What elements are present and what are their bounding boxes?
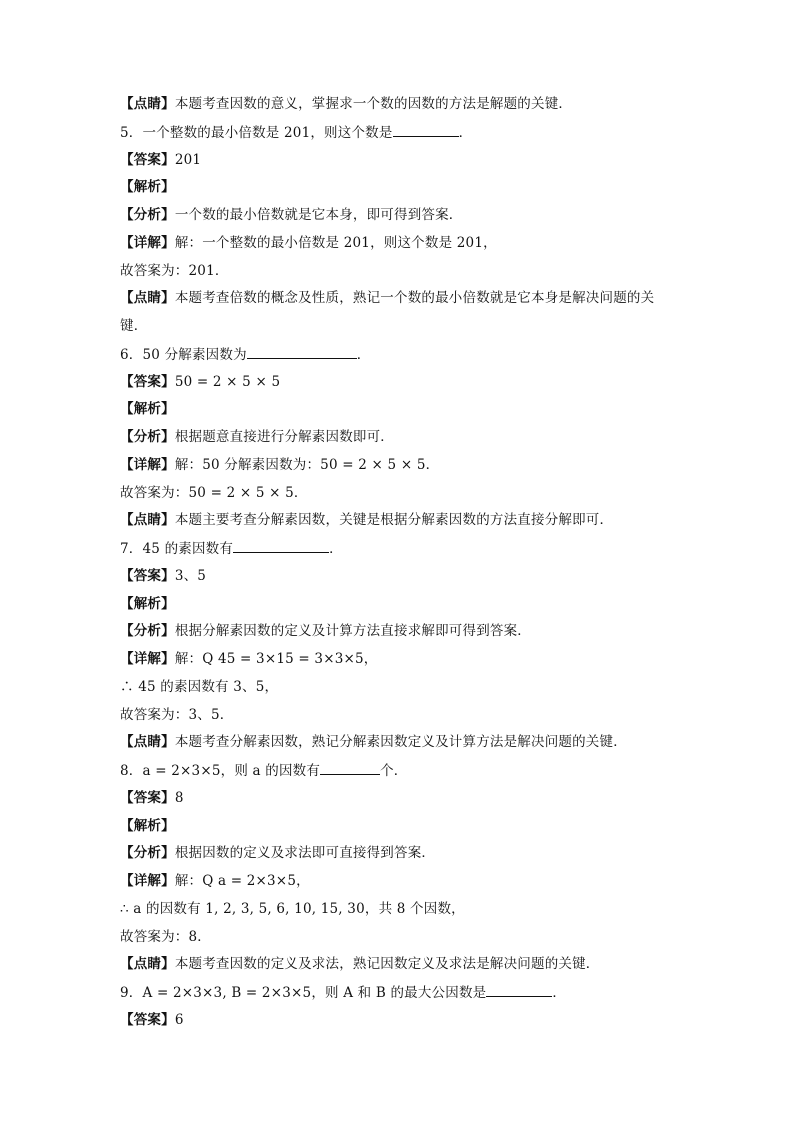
answer-blank [393,123,459,137]
conclusion-line [120,262,229,280]
answer-tag: 【答案】 [120,374,175,390]
analysis-heading [120,178,175,196]
conclusion-text: 故答案为：50 = 2 × 5 × 5． [120,485,308,501]
analysis-tag: 【解析】 [120,596,175,612]
key-point-line [120,95,572,113]
therefore-text: ∴ 45 的素因数有 3、5， [120,679,279,695]
detail-tag: 【详解】 [120,651,175,667]
key-point-tag: 【点睛】 [120,290,175,306]
therefore-text: ∴ a 的因数有 1, 2, 3, 5, 6, 10, 15, 30，共 8 个因数， [120,901,465,917]
analysis-sub-tag: 【分析】 [120,207,175,223]
detail-line [120,650,378,668]
analysis-tag: 【解析】 [120,179,175,195]
question-5 [120,123,472,142]
detail-text: 解：一个整数的最小倍数是 201，则这个数是 201， [174,235,497,251]
detail-line [120,872,310,890]
question-8 [120,761,407,780]
key-point-tag: 【点睛】 [120,512,175,528]
analysis-heading [120,400,175,418]
answer-line [120,373,280,391]
question-number: 5． [120,125,143,141]
key-point-text: 本题主要考查分解素因数，关键是根据分解素因数的方法直接分解即可． [174,512,614,528]
analysis-tag: 【解析】 [120,401,175,417]
answer-blank [247,345,357,359]
key-point-line [120,955,600,973]
question-text: 45 的素因数有 [142,541,234,557]
detail-text: 解：50 分解素因数为：50 = 2 × 5 × 5． [174,457,440,473]
conclusion-line [120,706,233,724]
analysis-line [120,206,463,224]
answer-line [120,1011,184,1029]
answer-blank [486,983,552,997]
question-period: ． [356,347,371,363]
question-number: 6． [120,347,143,363]
answer-tag: 【答案】 [120,152,175,168]
analysis-text: 根据题意直接进行分解素因数即可． [174,429,395,445]
answer-blank [233,539,329,553]
key-point-text: 本题考查因数的意义，掌握求一个数的因数的方法是解题的关键． [174,96,573,112]
key-point-text: 本题考查因数的定义及求法，熟记因数定义及求法是解决问题的关键． [174,956,600,972]
detail-text: 解：Q a = 2×3×5， [174,873,310,889]
question-period: 个． [380,763,408,779]
answer-line [120,151,201,169]
key-point-line [120,733,627,751]
key-point-tag: 【点睛】 [120,956,175,972]
answer-line [120,789,184,807]
detail-tag: 【详解】 [120,235,175,251]
question-text: 一个整数的最小倍数是 201，则这个数是 [142,125,393,141]
analysis-heading [120,817,175,835]
analysis-heading [120,595,175,613]
conclusion-text: 故答案为：3、5． [120,707,234,723]
therefore-line [120,678,278,696]
question-9 [120,983,566,1002]
answer-tag: 【答案】 [120,568,175,584]
analysis-line [120,844,435,862]
continuation-text: 键． [120,318,148,334]
detail-line [120,456,439,474]
key-point-line [120,289,654,307]
key-point-tag: 【点睛】 [120,96,175,112]
question-text: a = 2×3×5，则 a 的因数有 [142,763,321,779]
answer-text: 6 [174,1012,184,1028]
answer-tag: 【答案】 [120,1012,175,1028]
question-7 [120,539,343,558]
detail-tag: 【详解】 [120,873,175,889]
answer-text: 201 [174,152,202,168]
analysis-tag: 【解析】 [120,818,175,834]
key-point-text: 本题考查倍数的概念及性质，熟记一个数的最小倍数就是它本身是解决问题的关 [174,290,655,306]
analysis-sub-tag: 【分析】 [120,623,175,639]
answer-text: 8 [174,790,184,806]
conclusion-line [120,484,308,502]
analysis-line [120,428,394,446]
answer-blank [320,761,380,775]
therefore-line [120,900,465,918]
analysis-sub-tag: 【分析】 [120,845,175,861]
conclusion-text: 故答案为：8． [120,929,211,945]
detail-line [120,234,497,252]
question-period: ． [458,125,473,141]
question-period: ． [329,541,343,557]
key-point-text: 本题考查分解素因数，熟记分解素因数定义及计算方法是解决问题的关键． [174,734,627,750]
question-text: A = 2×3×3, B = 2×3×5，则 A 和 B 的最大公因数是 [142,985,487,1001]
question-number: 9． [120,985,143,1001]
answer-tag: 【答案】 [120,790,175,806]
key-point-tag: 【点睛】 [120,734,175,750]
answer-line [120,567,206,585]
analysis-line [120,622,531,640]
key-point-line [120,511,613,529]
detail-tag: 【详解】 [120,457,175,473]
continuation-line [120,317,147,335]
question-number: 7． [120,541,143,557]
analysis-text: 根据分解素因数的定义及计算方法直接求解即可得到答案． [174,623,532,639]
detail-text: 解：Q 45 = 3×15 = 3×3×5， [174,651,378,667]
question-number: 8． [120,763,143,779]
answer-text: 50 = 2 × 5 × 5 [174,374,281,390]
answer-text: 3、5 [174,568,207,584]
analysis-text: 一个数的最小倍数就是它本身，即可得到答案． [174,207,463,223]
analysis-text: 根据因数的定义及求法即可直接得到答案． [174,845,436,861]
question-period: ． [552,985,567,1001]
question-text: 50 分解素因数为 [142,347,247,363]
analysis-sub-tag: 【分析】 [120,429,175,445]
question-6 [120,345,370,364]
conclusion-line [120,928,211,946]
conclusion-text: 故答案为：201． [120,263,229,279]
